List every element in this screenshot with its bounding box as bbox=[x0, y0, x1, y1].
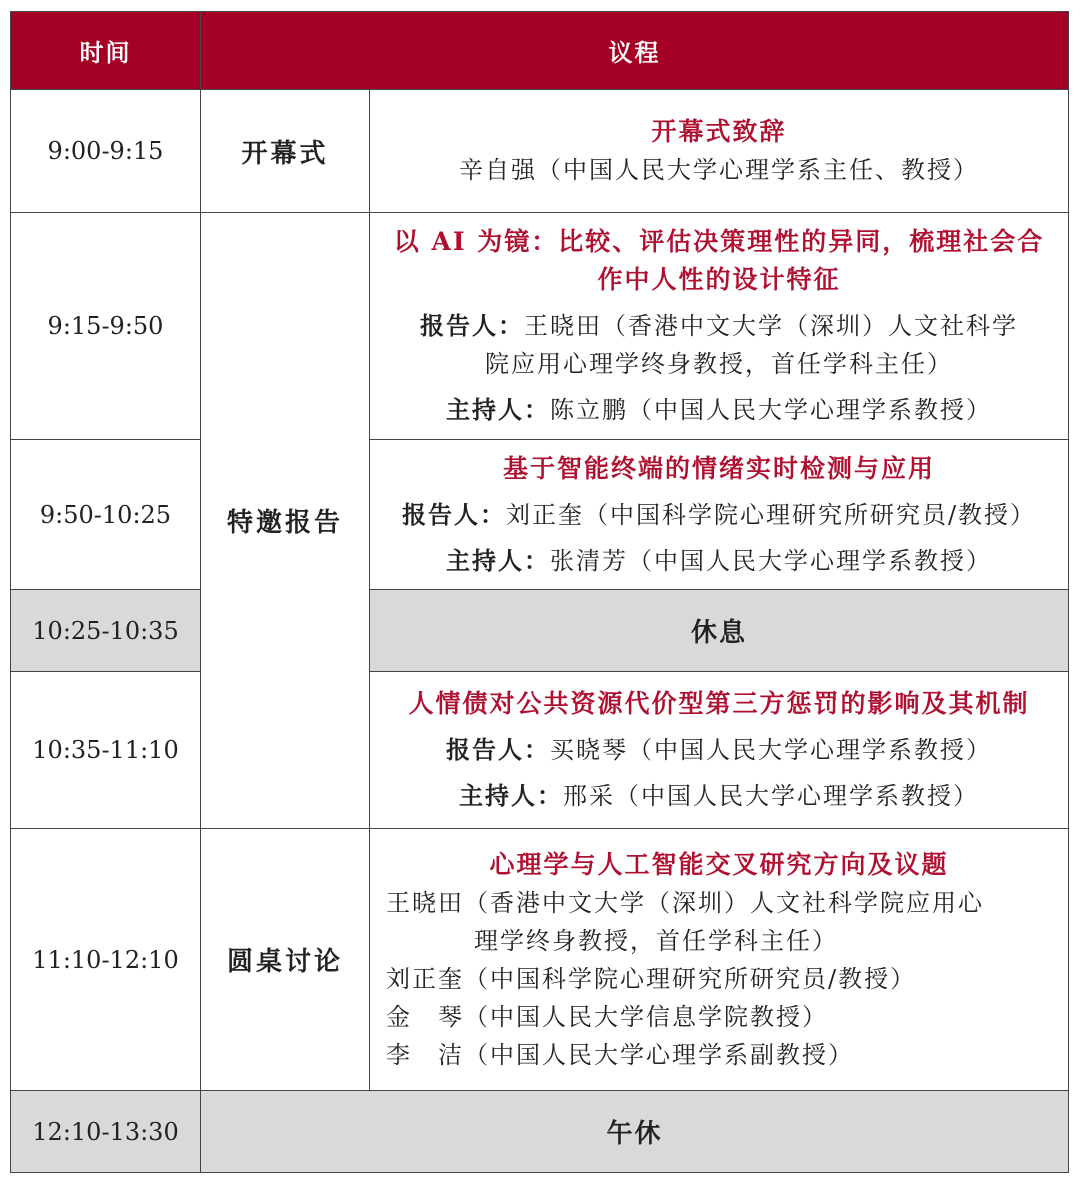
header-row bbox=[11, 12, 1069, 90]
host-label: 主持人： bbox=[446, 395, 550, 424]
reporter-label: 报告人： bbox=[420, 311, 524, 340]
table-row bbox=[11, 672, 1069, 829]
table-row bbox=[11, 590, 1069, 672]
header-agenda: 议程 bbox=[201, 12, 1069, 90]
reporter-name: 王晓田（香港中文大学（深圳）人文社科学 bbox=[524, 312, 1018, 340]
header-time: 时间 bbox=[11, 12, 201, 90]
host-name: 陈立鹏（中国人民大学心理学系教授） bbox=[550, 396, 992, 424]
reporter-name: 刘正奎（中国科学院心理研究所研究员/教授） bbox=[505, 500, 1037, 529]
agenda-cell bbox=[370, 672, 1069, 829]
talk-title: 开幕式致辞 bbox=[651, 117, 787, 146]
host-line bbox=[370, 777, 1068, 815]
reporter-line bbox=[370, 496, 1068, 534]
table-row bbox=[11, 1091, 1069, 1173]
agenda-cell bbox=[370, 213, 1069, 440]
session-cell: 圆桌讨论 bbox=[201, 829, 370, 1091]
table-row bbox=[11, 213, 1069, 440]
host-label: 主持人： bbox=[459, 781, 563, 810]
host-label: 主持人： bbox=[446, 545, 550, 575]
table-row bbox=[11, 440, 1069, 590]
reporter-line bbox=[370, 731, 1068, 769]
panelist-line: 金 琴（中国人民大学信息学院教授） bbox=[386, 1002, 828, 1031]
break-cell: 午休 bbox=[201, 1091, 1069, 1173]
panelist-line: 刘正奎（中国科学院心理研究所研究员/教授） bbox=[386, 964, 917, 993]
reporter-label: 报告人： bbox=[401, 499, 506, 529]
agenda-cell bbox=[370, 440, 1069, 590]
time-cell: 11:10-12:10 bbox=[11, 829, 201, 1091]
talk-title-line: 作中人性的设计特征 bbox=[597, 265, 841, 294]
reporter-name: 买晓琴（中国人民大学心理学系教授） bbox=[550, 736, 992, 764]
time-cell: 9:50-10:25 bbox=[11, 440, 201, 590]
talk-title: 心理学与人工智能交叉研究方向及议题 bbox=[489, 849, 949, 879]
speaker-line: 辛自强（中国人民大学心理学系主任、教授） bbox=[459, 156, 979, 184]
table-row bbox=[11, 829, 1069, 1091]
agenda-cell bbox=[370, 829, 1069, 1091]
agenda-cell bbox=[370, 90, 1069, 213]
host-name: 张清芳（中国人民大学心理学系教授） bbox=[550, 546, 992, 575]
break-cell: 休息 bbox=[370, 590, 1069, 672]
panelist-line-cont: 理学终身教授，首任学科主任） bbox=[474, 926, 838, 955]
time-cell: 10:25-10:35 bbox=[11, 590, 201, 672]
time-cell: 9:00-9:15 bbox=[11, 90, 201, 213]
reporter-label: 报告人： bbox=[446, 735, 550, 764]
host-name: 邢采（中国人民大学心理学系教授） bbox=[563, 782, 979, 810]
host-line bbox=[370, 391, 1068, 429]
reporter-line bbox=[370, 307, 1068, 345]
talk-title-line: 以 AI 为镜：比较、评估决策理性的异同，梳理社会合 bbox=[393, 227, 1045, 256]
reporter-line-cont: 院应用心理学终身教授，首任学科主任） bbox=[485, 350, 953, 378]
talk-title: 基于智能终端的情绪实时检测与应用 bbox=[502, 453, 935, 483]
panelist-line: 王晓田（香港中文大学（深圳）人文社科学院应用心 bbox=[386, 888, 984, 917]
time-cell: 9:15-9:50 bbox=[11, 213, 201, 440]
talk-title: 人情债对公共资源代价型第三方惩罚的影响及其机制 bbox=[408, 689, 1030, 718]
session-cell: 开幕式 bbox=[201, 90, 370, 213]
time-cell: 12:10-13:30 bbox=[11, 1091, 201, 1173]
host-line bbox=[370, 542, 1068, 580]
agenda-table bbox=[10, 11, 1069, 1173]
panelist-line: 李 洁（中国人民大学心理学系副教授） bbox=[386, 1040, 854, 1069]
table-row bbox=[11, 90, 1069, 213]
time-cell: 10:35-11:10 bbox=[11, 672, 201, 829]
session-cell: 特邀报告 bbox=[201, 213, 370, 829]
